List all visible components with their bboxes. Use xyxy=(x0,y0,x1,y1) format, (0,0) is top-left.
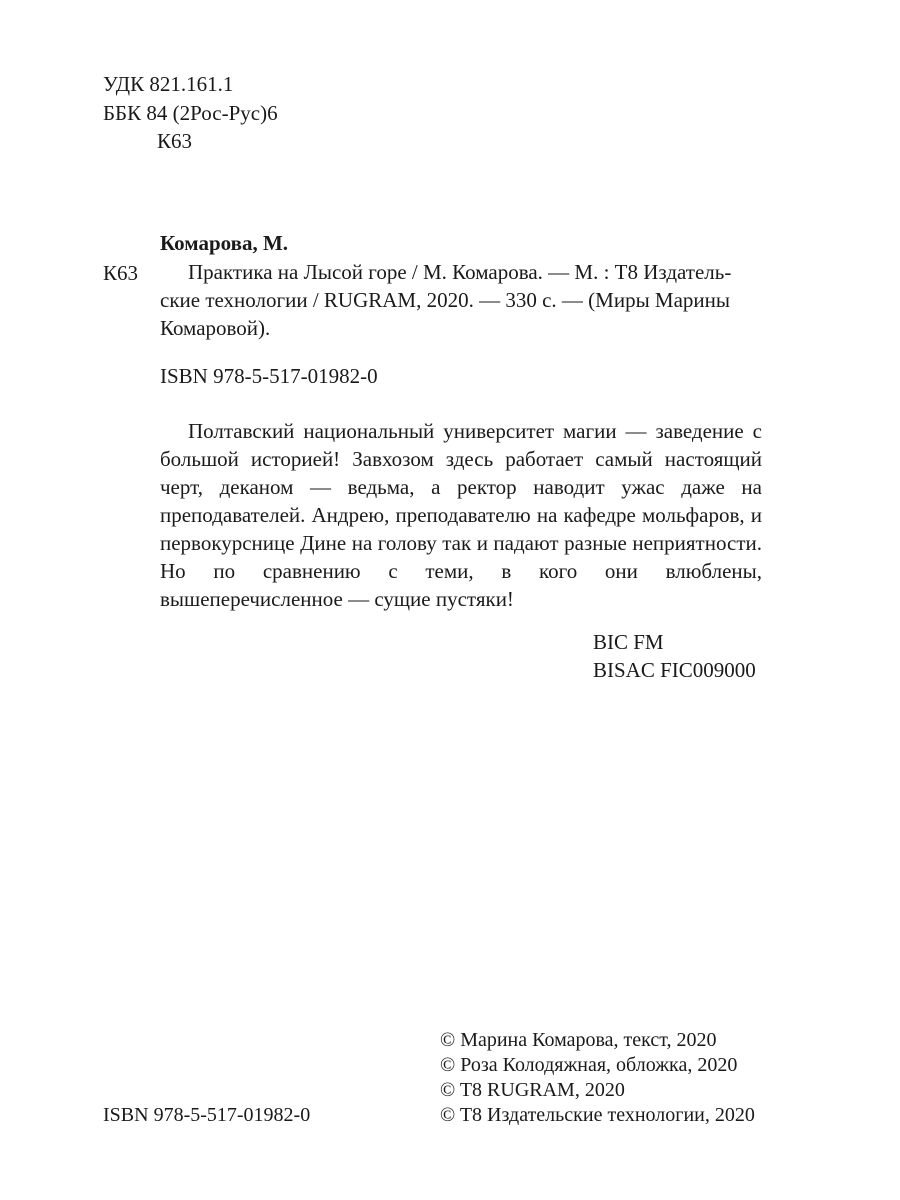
bbk-code: ББК 84 (2Рос-Рус)6 xyxy=(103,101,278,125)
copyright-line: © T8 Издательские технологии, 2020 xyxy=(440,1104,755,1126)
isbn-footer: ISBN 978-5-517-01982-0 xyxy=(103,1104,311,1126)
description-line: Комаровой). xyxy=(160,316,271,340)
udk-code: УДК 821.161.1 xyxy=(103,72,234,96)
description-line: ские технологии / RUGRAM, 2020. — 330 с. — (Миры Марины xyxy=(160,288,731,312)
bisac-code: BISAC FIC009000 xyxy=(593,658,756,682)
copyright-block xyxy=(440,1028,755,1128)
bic-code: BIC FM xyxy=(593,630,664,654)
copyright-line: © Роза Колодяжная, обложка, 2020 xyxy=(440,1054,738,1076)
copyright-line: © Марина Комарова, текст, 2020 xyxy=(440,1029,717,1051)
author-sign-top: К63 xyxy=(157,129,193,153)
description-line: Практика на Лысой горе / М. Комарова. — М. : Т8 Издатель- xyxy=(188,260,732,284)
author-sign-record: К63 xyxy=(103,261,139,285)
bibliographic-description xyxy=(160,258,760,342)
isbn-record: ISBN 978-5-517-01982-0 xyxy=(160,364,378,388)
annotation-text: Полтавский национальный университет магии — заведение с большой историей! Завхозом здесь работает самый настоящий черт, деканом — ведьма, а ректор наводит ужас даже на преподавателей. Андрею, преподавателю на кафедре мольфаров, и первокурснице Дине на голову так и падают разные неприятности. Но по сравнению с теми, в кого они влюблены, вышеперечисленное — сущие пустяки! xyxy=(160,419,762,611)
author-heading: Комарова, М. xyxy=(160,231,289,255)
copyright-line: © T8 RUGRAM, 2020 xyxy=(440,1079,625,1101)
